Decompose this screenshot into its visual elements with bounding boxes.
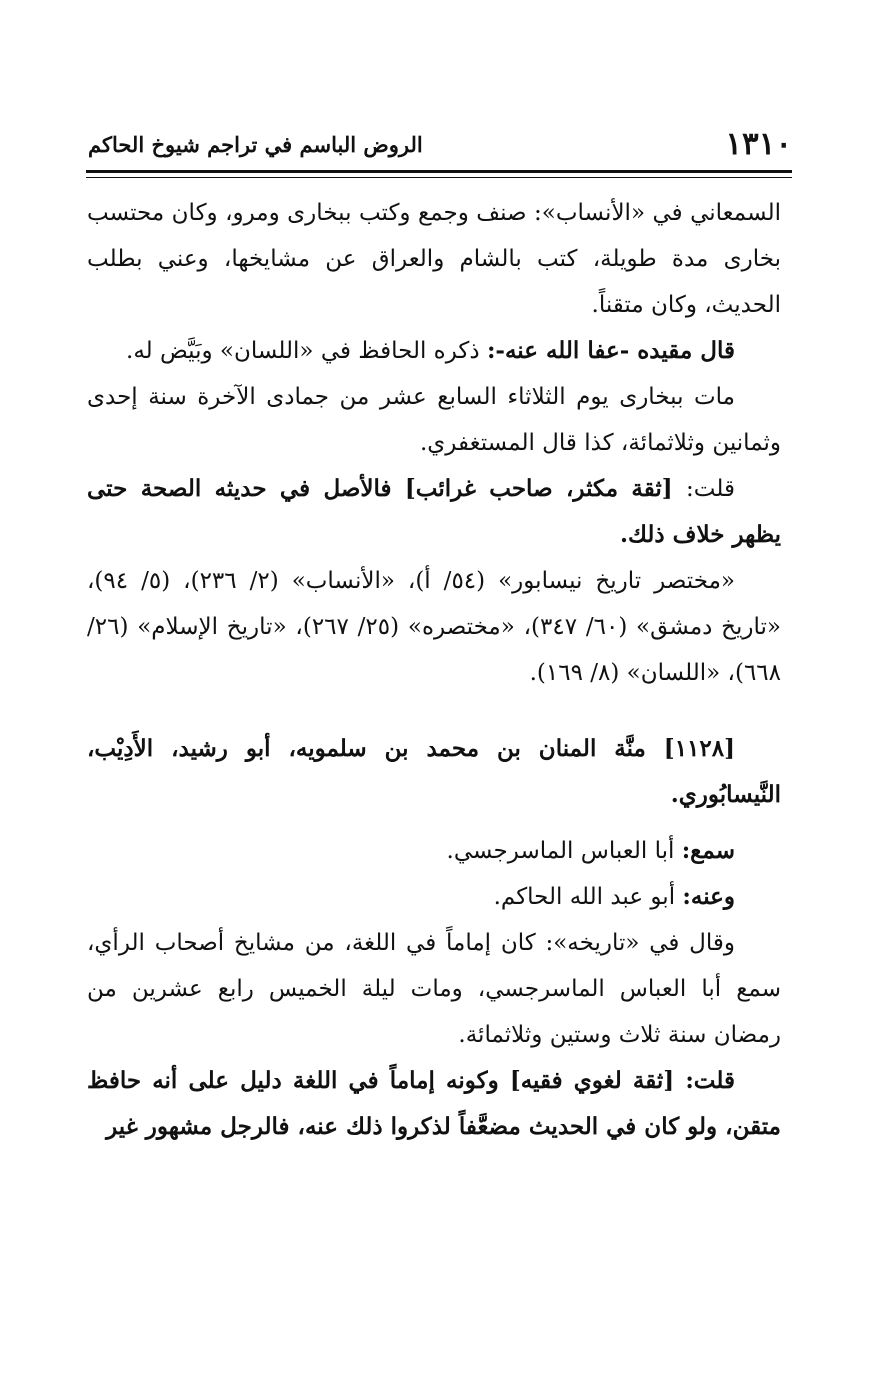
paragraph-narrators [87,874,781,920]
paragraph-samani: السمعاني في «الأنساب»: صنف وجمع وكتب ببخارى ومرو، وكان محتسب بخارى مدة طويلة، كتب بالشام والعراق عن مشايخها، وعني بطلب الحديث، وكان متقناً. [87,200,781,318]
page-number: ١٣١٠ [725,126,792,162]
paragraph-verdict-2 [87,1058,781,1150]
header-rule-thin [86,177,792,178]
page-body [87,190,781,1150]
paragraph-tarikh: وقال في «تاريخه»: كان إماماً في اللغة، من مشايخ أصحاب الرأي، سمع أبا العباس الماسرجسي، ومات ليلة الخميس رابع عشرين من رمضان سنة ثلاث وستين وثلاثمائة. [87,930,781,1048]
heard-from-lead: سمع: [681,837,735,864]
verdict-lead: قلت: [686,476,735,502]
header-rule-thick [86,170,792,173]
heard-from-text: أبا العباس الماسرجسي. [446,838,682,864]
paragraph-death-date: مات ببخارى يوم الثلاثاء السابع عشر من جمادى الآخرة سنة إحدى وثمانين وثلاثمائة، كذا قال المستغفري. [87,384,781,456]
running-title: الروض الباسم في تراجم شيوخ الحاكم [88,132,423,157]
verdict-2-text: [ثقة لغوي فقيه] وكونه إماماً في اللغة دليل على أنه حافظ متقن، ولو كان في الحديث مضعَّفاً لذكروا ذلك عنه، فالرجل مشهور غير [87,1067,781,1140]
entry-heading: [١١٢٨] منَّة المنان بن محمد بن سلمويه، أبو رشيد، الأَدِيْب، النَّيسابُوري. [87,735,781,808]
paragraph-heard-from [87,828,781,874]
narrators-text: أبو عبد الله الحاكم. [493,884,683,910]
verdict-text: [ثقة مكثر، صاحب غرائب] فالأصل في حديثه الصحة حتى يظهر خلاف ذلك. [87,475,781,548]
page-header [88,120,792,166]
editor-note-text: ذكره الحافظ في «اللسان» وبَيَّض له. [126,338,487,364]
paragraph-verdict [87,466,781,558]
paragraph-sources: «مختصر تاريخ نيسابور» (٥٤/ أ)، «الأنساب» (٢/ ٢٣٦)، (٥/ ٩٤)، «تاريخ دمشق» (٦٠/ ٣٤٧)، «مختصره» (٢٥/ ٢٦٧)، «تاريخ الإسلام» (٢٦/ ٦٦٨)، «اللسان» (٨/ ١٦٩). [87,568,782,686]
narrators-lead: وعنه: [682,883,735,910]
editor-note-lead: قال مقيده -عفا الله عنه-: [486,337,735,364]
paragraph-editor-note [87,328,781,374]
verdict-2-lead: قلت: [685,1067,735,1094]
